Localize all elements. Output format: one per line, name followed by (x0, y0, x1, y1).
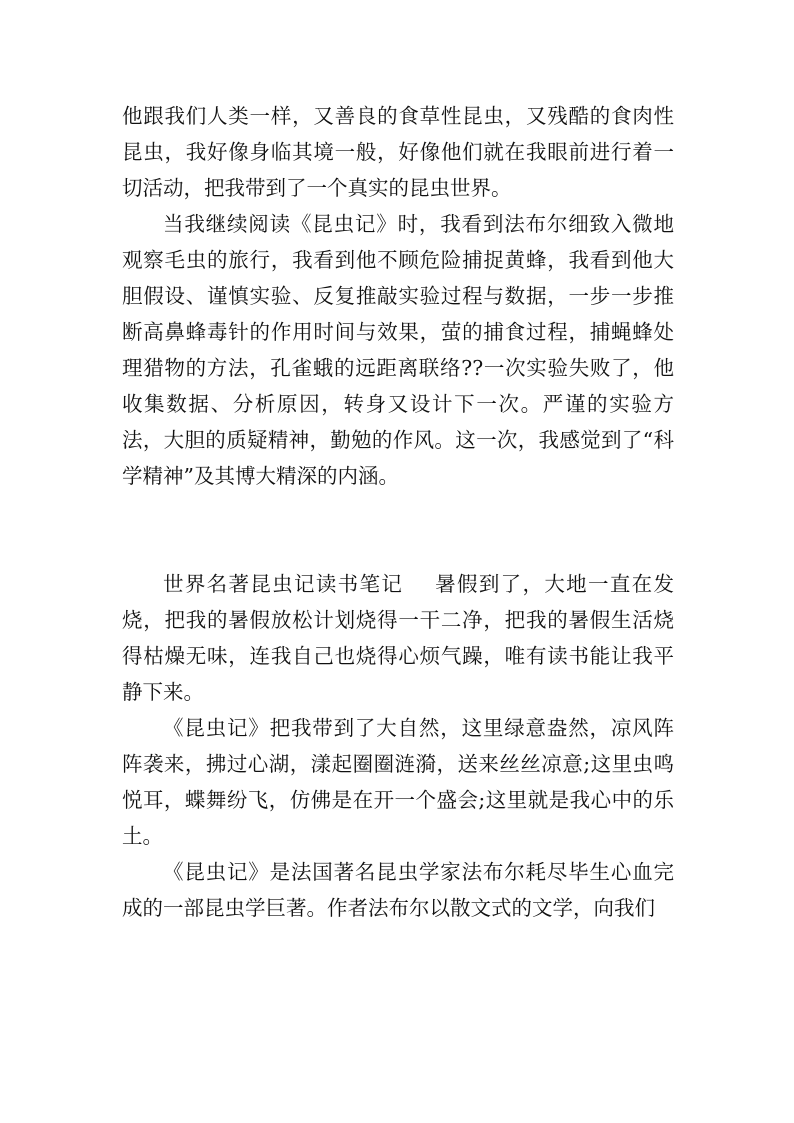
paragraph-book-intro: 《昆虫记》是法国著名昆虫学家法布尔耗尽毕生心血完成的一部昆虫学巨著。作者法布尔以散文式的文学，向我们 (122, 860, 674, 920)
section-first-text: 暑假到了，大地一直在发烧，把我的暑假放松计划烧得一干二净，把我的暑假生活烧得枯燥无味，连我自己也烧得心烦气躁，唯有读书能让我平静下来。 (122, 572, 675, 704)
paragraph-continuation: 他跟我们人类一样，又善良的食草性昆虫，又残酷的食肉性昆虫，我好像身临其境一般，好像他们就在我眼前进行着一切活动，把我带到了一个真实的昆虫世界。 (122, 104, 674, 200)
document-body (122, 98, 674, 926)
paragraph-nature: 《昆虫记》把我带到了大自然，这里绿意盎然，凉风阵阵袭来，拂过心湖，漾起圈圈涟漪，送来丝丝凉意;这里虫鸣悦耳，蝶舞纷飞，仿佛是在开一个盛会;这里就是我心中的乐土。 (122, 716, 674, 848)
section-spacer (122, 494, 674, 566)
paragraph-reading-experience: 当我继续阅读《昆虫记》时，我看到法布尔细致入微地观察毛虫的旅行，我看到他不顾危险捕捉黄蜂，我看到他大胆假设、谨慎实验、反复推敲实验过程与数据，一步一步推断高鼻蜂毒针的作用时间与效果，萤的捕食过程，捕蝇蜂处理猎物的方法，孔雀蛾的远距离联络??一次实验失败了，他收集数据、分析原因，转身又设计下一次。严谨的实验方法，大胆的质疑精神，勤勉的作风。这一次，我感觉到了“科学精神”及其博大精深的内涵。 (122, 212, 674, 488)
section-title: 世界名著昆虫记读书笔记 (163, 572, 404, 596)
section-opening-paragraph (122, 566, 674, 710)
